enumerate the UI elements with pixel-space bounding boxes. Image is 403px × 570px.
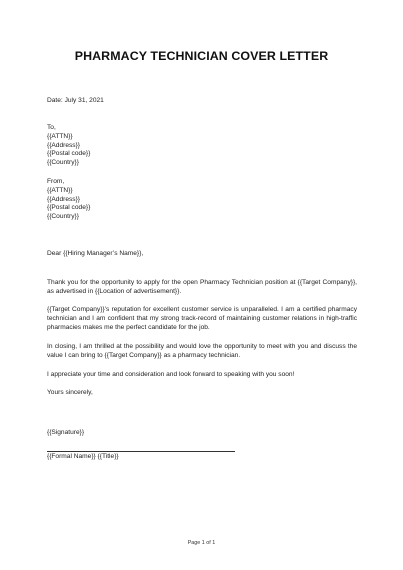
from-address: {{Address}} [47,195,80,203]
closing: Yours sincerely, [47,389,93,396]
date-line: Date: July 31, 2021 [47,97,104,104]
from-postal-code: {{Postal code}} [47,204,91,212]
document-title: PHARMACY TECHNICIAN COVER LETTER [74,49,329,63]
paragraph-4: I appreciate your time and consideration and look forward to speaking with you soon! [47,371,295,378]
from-country: {{Country}} [47,213,79,221]
formal-name: {{Formal Name}} {{Title}} [47,453,119,460]
paragraph-1: Thank you for the opportunity to apply for the open Pharmacy Technician position at {{Target Company}}, as advertised in {{Location of advertisement}}. [47,279,357,295]
salutation: Dear {{Hiring Manager’s Name}}, [47,250,144,257]
to-attn: {{ATTN}} [47,132,73,140]
to-address: {{Address}} [47,141,80,149]
to-label: To, [47,124,56,131]
to-postal-code: {{Postal code}} [47,150,91,158]
to-country: {{Country}} [47,159,79,167]
signature-line [47,451,235,452]
to-block [47,124,90,168]
from-attn: {{ATTN}} [47,186,73,194]
paragraph-2: {{Target Company}}’s reputation for excellent customer service is unparalleled. I am a certified pharmacy technician and I am confident that my strong track-record of maintaining customer relations in high-traffic pharmacies makes me the perfect candidate for the job. [47,306,357,331]
from-label: From, [47,178,65,185]
from-block [47,178,90,222]
paragraph-3: In closing, I am thrilled at the possibility and would love the opportunity to meet with you and discuss the value I can bring to {{Target Company}} as a pharmacy technician. [47,343,357,359]
signature-placeholder: {{Signature}} [47,429,85,436]
page-number: Page 1 of 1 [187,540,216,546]
